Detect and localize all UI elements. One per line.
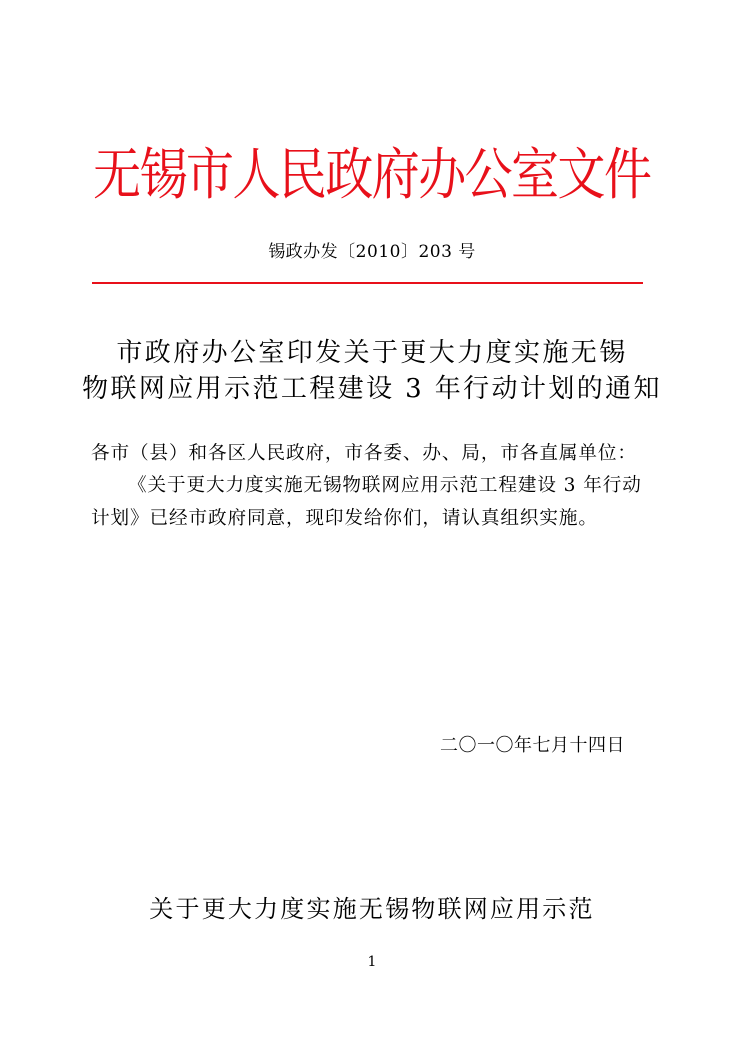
notice-title-line-2: 物联网应用示范工程建设 3 年行动计划的通知 — [82, 374, 662, 404]
page-number: 1 — [367, 954, 377, 970]
document-number: 锡政办发〔2010〕203 号 — [268, 242, 476, 262]
body-line-2: 计划》已经市政府同意，现印发给你们，请认真组织实施。 — [91, 508, 598, 529]
attachment-title: 关于更大力度实施无锡物联网应用示范 — [149, 895, 595, 923]
salutation: 各市（县）和各区人民政府，市各委、办、局，市各直属单位： — [91, 443, 637, 464]
notice-title-line-1: 市政府办公室印发关于更大力度实施无锡 — [116, 338, 628, 368]
red-divider-line — [92, 282, 643, 284]
body-line-1: 《关于更大力度实施无锡物联网应用示范工程建设 3 年行动 — [128, 475, 642, 496]
masthead-title: 无锡市人民政府办公室文件 — [93, 143, 651, 208]
issue-date: 二〇一〇年七月十四日 — [440, 735, 625, 756]
